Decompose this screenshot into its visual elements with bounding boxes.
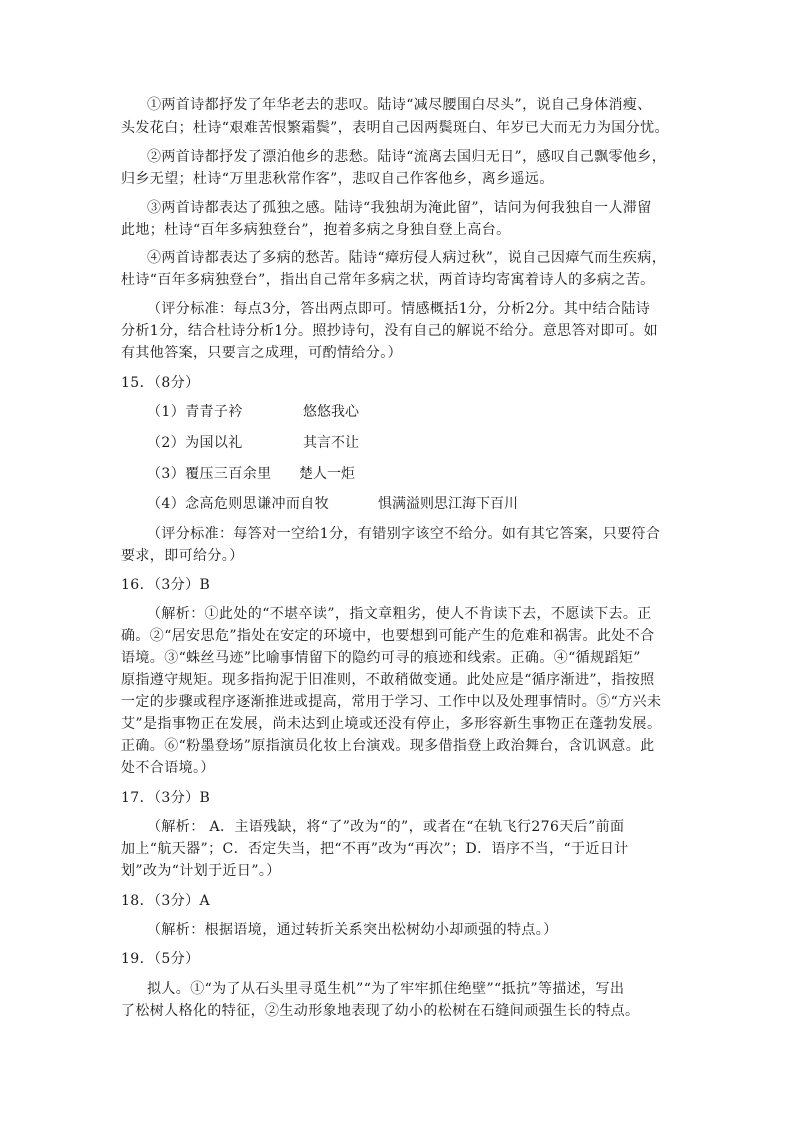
- text-line: 正确。⑥“粉墨登场”原指演员化妆上台演戏。现多借指登上政治舞台，含讥讽意。此: [121, 738, 655, 754]
- text-line: 此地；杜诗“百年多病独登台”，抱着多病之身独自登上高台。: [121, 222, 511, 238]
- text-line: 了松树人格化的特征，②生动形象地表现了幼小的松树在石缝间顽强生长的特点。: [121, 1003, 640, 1019]
- question-heading: 15．（8分）: [121, 375, 200, 391]
- text-line: 拟人。①“为了从石头里寻觅生机”“为了牢牢抓住绝壁”“抵抗”等描述，写出: [147, 981, 625, 997]
- text-line: ④两首诗都表达了多病的愁苦。陆诗“瘴疠侵人病过秋”，说自己因瘴气而生疾病，: [147, 250, 667, 266]
- text-line: ②两首诗都抒发了漂泊他乡的悲愁。陆诗“流离去国归无日”，感叹自己飘零他乡，: [147, 149, 667, 165]
- answer-part-a: （4）念高危则思谦冲而自牧: [147, 496, 330, 512]
- question-heading: 18．（3分）A: [121, 893, 211, 909]
- text-line: （评分标准：每点3分，答出两点即可。情感概括1分，分析2分。其中结合陆诗: [147, 301, 651, 317]
- answer-part-a: （1）青青子衿: [147, 404, 243, 420]
- text-line: 归乡无望；杜诗“万里悲秋常作客”，悲叹自己作客他乡，离乡遥远。: [121, 171, 554, 187]
- text-line: 要求，即可给分。）: [121, 548, 244, 564]
- text-line: 艾”是指事物正在发展，尚未达到止境或还没有停止，多形容新生事物正在蓬勃发展。: [121, 716, 662, 732]
- text-line: 一定的步骤或程序逐渐推进或提高，常用于学习、工作中以及处理事情时。⑤“方兴未: [121, 694, 662, 710]
- text-line: （解析： A．主语残缺，将“了”改为“的”，或者在“在轨飞行276天后”前面: [147, 819, 625, 835]
- text-line: （解析：根据语境，通过转折关系突出松树幼小却顽强的特点。）: [147, 922, 558, 938]
- text-line: 确。②“居安思危”指处在安定的环境中，也要想到可能产生的危难和祸害。此处不合: [121, 628, 655, 644]
- text-line: 加上“航天器”；C．否定失当，把“不再”改为“再次”；D．语序不当，“于近日计: [121, 841, 629, 857]
- text-line: 分析1分，结合杜诗分析1分。照抄诗句，没有自己的解说不给分。意思答对即可。如: [121, 323, 659, 339]
- text-line: 划”改为“计划于近日”。）: [121, 863, 281, 879]
- answer-part-b: 楚人一炬: [299, 466, 355, 482]
- text-line: ③两首诗都表达了孤独之感。陆诗“我独胡为淹此留”，诘问为何我独自一人滞留: [147, 200, 652, 216]
- text-line: （评分标准：每答对一空给1分，有错别字该空不给分。如有其它答案，只要符合: [147, 526, 661, 542]
- text-line: 杜诗“百年多病独登台”，指出自己常年多病之状，两首诗均寄寓着诗人的多病之苦。: [121, 272, 655, 288]
- question-heading: 17．（3分）B: [121, 790, 211, 806]
- answer-part-b: 其言不让: [303, 435, 359, 451]
- answer-part-b: 悠悠我心: [303, 404, 359, 420]
- text-line: 原指遵守规矩。现多指拘泥于旧准则，不敢稍做变通。此处应是“循序渐进”，指按照: [121, 672, 655, 688]
- text-line: （解析：①此处的“不堪卒读”，指文章粗劣，使人不肯读下去，不愿读下去。正: [147, 606, 652, 622]
- text-line: 处不合语境。）: [121, 760, 215, 776]
- text-line: 头发花白；杜诗“艰难苦恨繁霜鬓”，表明自己因两鬓斑白、年岁已大而无力为国分忧。: [121, 120, 669, 136]
- text-line: ①两首诗都抒发了年华老去的悲叹。陆诗“减尽腰围白尽头”，说自己身体消瘦、: [147, 97, 652, 113]
- answer-part-b: 惧满溢则思江海下百川: [378, 496, 518, 512]
- question-heading: 16．（3分）B: [121, 577, 211, 593]
- answer-part-a: （2）为国以礼: [147, 435, 243, 451]
- question-heading: 19．（5分）: [121, 951, 200, 967]
- text-line: 有其他答案，只要言之成理，可酌情给分。）: [121, 345, 402, 361]
- text-line: 语境。③“蛛丝马迹”比喻事情留下的隐约可寻的痕迹和线索。正确。④“循规蹈矩”: [121, 650, 641, 666]
- answer-part-a: （3）覆压三百余里: [147, 466, 272, 482]
